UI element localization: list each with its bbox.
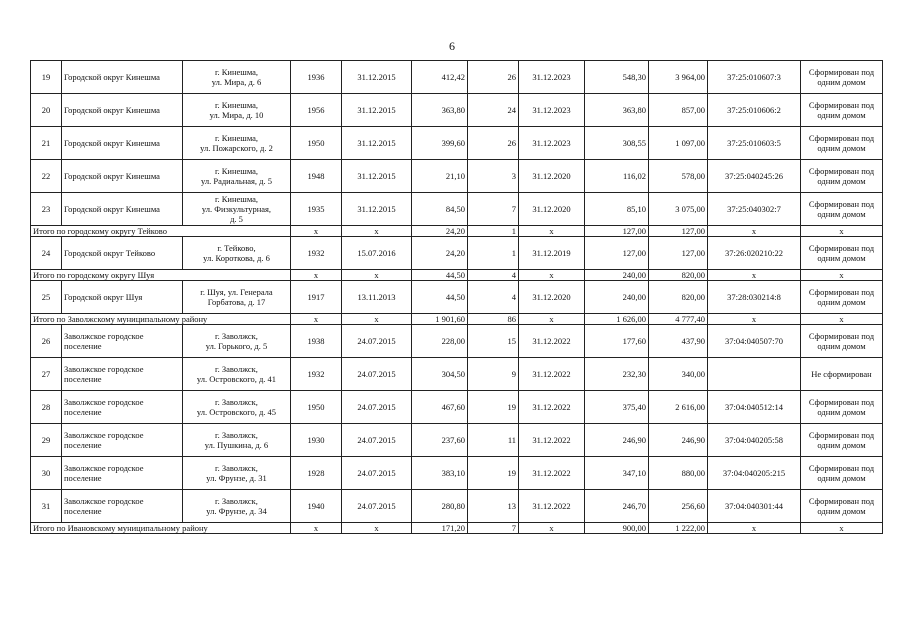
cadastral-number-cell: 37:25:040302:7 [708, 193, 801, 226]
table-row [31, 237, 883, 270]
cleared-area-cell: 116,02 [585, 160, 649, 193]
land-area-cell: 127,00 [649, 237, 708, 270]
resettlement-deadline-cell: 31.12.2023 [519, 61, 585, 94]
land-status-cell: Сформирован под одним домом [801, 281, 883, 314]
area-cell: 304,50 [412, 358, 468, 391]
land-area-cell: 437,90 [649, 325, 708, 358]
year-built-cell: 1932 [291, 237, 342, 270]
address-cell: г. Заволжск, ул. Фрунзе, д. 31 [183, 457, 291, 490]
cadastral-number-cell: 37:25:010603:5 [708, 127, 801, 160]
land-area-cell: 857,00 [649, 94, 708, 127]
subtotal-residents-cell: 86 [468, 314, 519, 325]
subtotal-land-area-cell: 1 222,00 [649, 523, 708, 534]
residents-cell: 26 [468, 61, 519, 94]
year-built-cell: 1930 [291, 424, 342, 457]
resettlement-deadline-cell: 31.12.2020 [519, 193, 585, 226]
area-cell: 24,20 [412, 237, 468, 270]
cleared-area-cell: 548,30 [585, 61, 649, 94]
residents-cell: 13 [468, 490, 519, 523]
land-status-cell: Сформирован под одним домом [801, 193, 883, 226]
municipality-cell: Заволжское городское поселение [62, 391, 183, 424]
table-row [31, 281, 883, 314]
area-cell: 237,60 [412, 424, 468, 457]
land-status-cell: Сформирован под одним домом [801, 391, 883, 424]
recognition-date-cell: 31.12.2015 [342, 94, 412, 127]
subtotal-row [31, 314, 883, 325]
municipality-cell: Заволжское городское поселение [62, 424, 183, 457]
area-cell: 412,42 [412, 61, 468, 94]
residents-cell: 15 [468, 325, 519, 358]
cadastral-number-cell: 37:04:040301:44 [708, 490, 801, 523]
subtotal-area-cell: 171,20 [412, 523, 468, 534]
cleared-area-cell: 177,60 [585, 325, 649, 358]
year-built-cell: 1936 [291, 61, 342, 94]
area-cell: 280,80 [412, 490, 468, 523]
table-row [31, 490, 883, 523]
resettlement-deadline-cell: 31.12.2023 [519, 94, 585, 127]
cleared-area-cell: 240,00 [585, 281, 649, 314]
year-built-cell: 1950 [291, 127, 342, 160]
residents-cell: 26 [468, 127, 519, 160]
subtotal-land-area-cell: 820,00 [649, 270, 708, 281]
recognition-date-cell: 31.12.2015 [342, 127, 412, 160]
land-area-cell: 2 616,00 [649, 391, 708, 424]
subtotal-row [31, 270, 883, 281]
residents-cell: 19 [468, 457, 519, 490]
area-cell: 467,60 [412, 391, 468, 424]
subtotal-year-cell: x [291, 226, 342, 237]
subtotal-status-cell: x [801, 523, 883, 534]
land-status-cell: Сформирован под одним домом [801, 490, 883, 523]
resettlement-deadline-cell: 31.12.2022 [519, 490, 585, 523]
residents-cell: 19 [468, 391, 519, 424]
row-number-cell: 29 [31, 424, 62, 457]
address-cell: г. Кинешма, ул. Физкультурная, д. 5 [183, 193, 291, 226]
year-built-cell: 1948 [291, 160, 342, 193]
recognition-date-cell: 31.12.2015 [342, 193, 412, 226]
subtotal-row [31, 226, 883, 237]
subtotal-area-cell: 24,20 [412, 226, 468, 237]
residents-cell: 7 [468, 193, 519, 226]
cleared-area-cell: 232,30 [585, 358, 649, 391]
row-number-cell: 24 [31, 237, 62, 270]
address-cell: г. Шуя, ул. Генерала Горбатова, д. 17 [183, 281, 291, 314]
resettlement-deadline-cell: 31.12.2023 [519, 127, 585, 160]
subtotal-status-cell: x [801, 314, 883, 325]
area-cell: 363,80 [412, 94, 468, 127]
year-built-cell: 1928 [291, 457, 342, 490]
residents-cell: 9 [468, 358, 519, 391]
year-built-cell: 1940 [291, 490, 342, 523]
address-cell: г. Кинешма, ул. Мира, д. 6 [183, 61, 291, 94]
land-area-cell: 256,60 [649, 490, 708, 523]
address-cell: г. Кинешма, ул. Пожарского, д. 2 [183, 127, 291, 160]
municipality-cell: Городской округ Кинешма [62, 94, 183, 127]
land-status-cell: Сформирован под одним домом [801, 457, 883, 490]
subtotal-status-cell: x [801, 226, 883, 237]
residents-cell: 24 [468, 94, 519, 127]
cadastral-number-cell: 37:25:040245:26 [708, 160, 801, 193]
resettlement-deadline-cell: 31.12.2022 [519, 391, 585, 424]
address-cell: г. Заволжск, ул. Пушкина, д. 6 [183, 424, 291, 457]
year-built-cell: 1938 [291, 325, 342, 358]
table-row [31, 160, 883, 193]
municipality-cell: Городской округ Шуя [62, 281, 183, 314]
subtotal-residents-cell: 7 [468, 523, 519, 534]
subtotal-deadline-cell: x [519, 523, 585, 534]
municipality-cell: Заволжское городское поселение [62, 490, 183, 523]
cleared-area-cell: 363,80 [585, 94, 649, 127]
cadastral-number-cell: 37:04:040205:58 [708, 424, 801, 457]
land-status-cell: Сформирован под одним домом [801, 160, 883, 193]
table-body [31, 61, 883, 534]
year-built-cell: 1950 [291, 391, 342, 424]
row-number-cell: 19 [31, 61, 62, 94]
municipality-cell: Городской округ Кинешма [62, 127, 183, 160]
recognition-date-cell: 31.12.2015 [342, 160, 412, 193]
area-cell: 228,00 [412, 325, 468, 358]
resettlement-deadline-cell: 31.12.2022 [519, 325, 585, 358]
subtotal-residents-cell: 4 [468, 270, 519, 281]
housing-table [30, 60, 883, 534]
land-area-cell: 820,00 [649, 281, 708, 314]
area-cell: 399,60 [412, 127, 468, 160]
row-number-cell: 30 [31, 457, 62, 490]
subtotal-year-cell: x [291, 270, 342, 281]
subtotal-cadastral-cell: x [708, 314, 801, 325]
row-number-cell: 31 [31, 490, 62, 523]
address-cell: г. Кинешма, ул. Радиальная, д. 5 [183, 160, 291, 193]
residents-cell: 4 [468, 281, 519, 314]
subtotal-date-recognized-cell: x [342, 523, 412, 534]
row-number-cell: 26 [31, 325, 62, 358]
row-number-cell: 28 [31, 391, 62, 424]
cleared-area-cell: 85,10 [585, 193, 649, 226]
subtotal-area-cell: 1 901,60 [412, 314, 468, 325]
table-row [31, 61, 883, 94]
subtotal-status-cell: x [801, 270, 883, 281]
address-cell: г. Заволжск, ул. Островского, д. 41 [183, 358, 291, 391]
address-cell: г. Заволжск, ул. Горького, д. 5 [183, 325, 291, 358]
row-number-cell: 25 [31, 281, 62, 314]
subtotal-land-area-cell: 127,00 [649, 226, 708, 237]
subtotal-date-recognized-cell: x [342, 270, 412, 281]
area-cell: 84,50 [412, 193, 468, 226]
municipality-cell: Заволжское городское поселение [62, 358, 183, 391]
cleared-area-cell: 308,55 [585, 127, 649, 160]
row-number-cell: 27 [31, 358, 62, 391]
address-cell: г. Кинешма, ул. Мира, д. 10 [183, 94, 291, 127]
recognition-date-cell: 13.11.2013 [342, 281, 412, 314]
table-row [31, 424, 883, 457]
area-cell: 44,50 [412, 281, 468, 314]
cadastral-number-cell: 37:04:040507:70 [708, 325, 801, 358]
year-built-cell: 1932 [291, 358, 342, 391]
land-area-cell: 578,00 [649, 160, 708, 193]
subtotal-label: Итого по городскому округу Тейково [31, 226, 291, 237]
subtotal-deadline-cell: x [519, 270, 585, 281]
subtotal-year-cell: x [291, 523, 342, 534]
resettlement-deadline-cell: 31.12.2022 [519, 358, 585, 391]
resettlement-deadline-cell: 31.12.2022 [519, 457, 585, 490]
year-built-cell: 1935 [291, 193, 342, 226]
recognition-date-cell: 31.12.2015 [342, 61, 412, 94]
land-status-cell: Не сформирован [801, 358, 883, 391]
land-area-cell: 3 964,00 [649, 61, 708, 94]
subtotal-cadastral-cell: x [708, 226, 801, 237]
area-cell: 21,10 [412, 160, 468, 193]
land-status-cell: Сформирован под одним домом [801, 325, 883, 358]
subtotal-area-cleared-cell: 1 626,00 [585, 314, 649, 325]
municipality-cell: Заволжское городское поселение [62, 457, 183, 490]
cadastral-number-cell: 37:04:040512:14 [708, 391, 801, 424]
cadastral-number-cell: 37:25:010607:3 [708, 61, 801, 94]
resettlement-deadline-cell: 31.12.2019 [519, 237, 585, 270]
land-area-cell: 340,00 [649, 358, 708, 391]
land-area-cell: 1 097,00 [649, 127, 708, 160]
land-status-cell: Сформирован под одним домом [801, 127, 883, 160]
cadastral-number-cell: 37:26:020210:22 [708, 237, 801, 270]
subtotal-area-cleared-cell: 127,00 [585, 226, 649, 237]
year-built-cell: 1956 [291, 94, 342, 127]
table-row [31, 325, 883, 358]
cadastral-number-cell: 37:28:030214:8 [708, 281, 801, 314]
table-row [31, 94, 883, 127]
cleared-area-cell: 347,10 [585, 457, 649, 490]
residents-cell: 3 [468, 160, 519, 193]
subtotal-residents-cell: 1 [468, 226, 519, 237]
page-number: 6 [449, 39, 455, 53]
subtotal-area-cell: 44,50 [412, 270, 468, 281]
subtotal-date-recognized-cell: x [342, 314, 412, 325]
address-cell: г. Заволжск, ул. Островского, д. 45 [183, 391, 291, 424]
recognition-date-cell: 24.07.2015 [342, 490, 412, 523]
subtotal-area-cleared-cell: 240,00 [585, 270, 649, 281]
row-number-cell: 23 [31, 193, 62, 226]
cadastral-number-cell: 37:04:040205:215 [708, 457, 801, 490]
table-row [31, 457, 883, 490]
row-number-cell: 22 [31, 160, 62, 193]
land-area-cell: 880,00 [649, 457, 708, 490]
address-cell: г. Тейково, ул. Короткова, д. 6 [183, 237, 291, 270]
land-status-cell: Сформирован под одним домом [801, 61, 883, 94]
residents-cell: 1 [468, 237, 519, 270]
municipality-cell: Городской округ Кинешма [62, 193, 183, 226]
subtotal-cadastral-cell: x [708, 270, 801, 281]
recognition-date-cell: 24.07.2015 [342, 358, 412, 391]
cleared-area-cell: 127,00 [585, 237, 649, 270]
municipality-cell: Городской округ Тейково [62, 237, 183, 270]
subtotal-year-cell: x [291, 314, 342, 325]
land-status-cell: Сформирован под одним домом [801, 94, 883, 127]
subtotal-area-cleared-cell: 900,00 [585, 523, 649, 534]
recognition-date-cell: 24.07.2015 [342, 391, 412, 424]
cleared-area-cell: 246,70 [585, 490, 649, 523]
table-row [31, 193, 883, 226]
cadastral-number-cell: 37:25:010606:2 [708, 94, 801, 127]
recognition-date-cell: 24.07.2015 [342, 325, 412, 358]
cleared-area-cell: 246,90 [585, 424, 649, 457]
area-cell: 383,10 [412, 457, 468, 490]
land-status-cell: Сформирован под одним домом [801, 237, 883, 270]
subtotal-deadline-cell: x [519, 314, 585, 325]
subtotal-label: Итого по Заволжскому муниципальному району [31, 314, 291, 325]
subtotal-cadastral-cell: x [708, 523, 801, 534]
municipality-cell: Заволжское городское поселение [62, 325, 183, 358]
land-area-cell: 246,90 [649, 424, 708, 457]
land-area-cell: 3 075,00 [649, 193, 708, 226]
resettlement-deadline-cell: 31.12.2020 [519, 160, 585, 193]
subtotal-date-recognized-cell: x [342, 226, 412, 237]
table-row [31, 127, 883, 160]
cadastral-number-cell [708, 358, 801, 391]
year-built-cell: 1917 [291, 281, 342, 314]
subtotal-land-area-cell: 4 777,40 [649, 314, 708, 325]
address-cell: г. Заволжск, ул. Фрунзе, д. 34 [183, 490, 291, 523]
municipality-cell: Городской округ Кинешма [62, 160, 183, 193]
subtotal-deadline-cell: x [519, 226, 585, 237]
row-number-cell: 20 [31, 94, 62, 127]
cleared-area-cell: 375,40 [585, 391, 649, 424]
recognition-date-cell: 15.07.2016 [342, 237, 412, 270]
residents-cell: 11 [468, 424, 519, 457]
recognition-date-cell: 24.07.2015 [342, 457, 412, 490]
municipality-cell: Городской округ Кинешма [62, 61, 183, 94]
row-number-cell: 21 [31, 127, 62, 160]
resettlement-deadline-cell: 31.12.2020 [519, 281, 585, 314]
table-row [31, 391, 883, 424]
subtotal-label: Итого по Ивановскому муниципальному району [31, 523, 291, 534]
subtotal-row [31, 523, 883, 534]
subtotal-label: Итого по городскому округу Шуя [31, 270, 291, 281]
resettlement-deadline-cell: 31.12.2022 [519, 424, 585, 457]
land-status-cell: Сформирован под одним домом [801, 424, 883, 457]
table-row [31, 358, 883, 391]
recognition-date-cell: 24.07.2015 [342, 424, 412, 457]
